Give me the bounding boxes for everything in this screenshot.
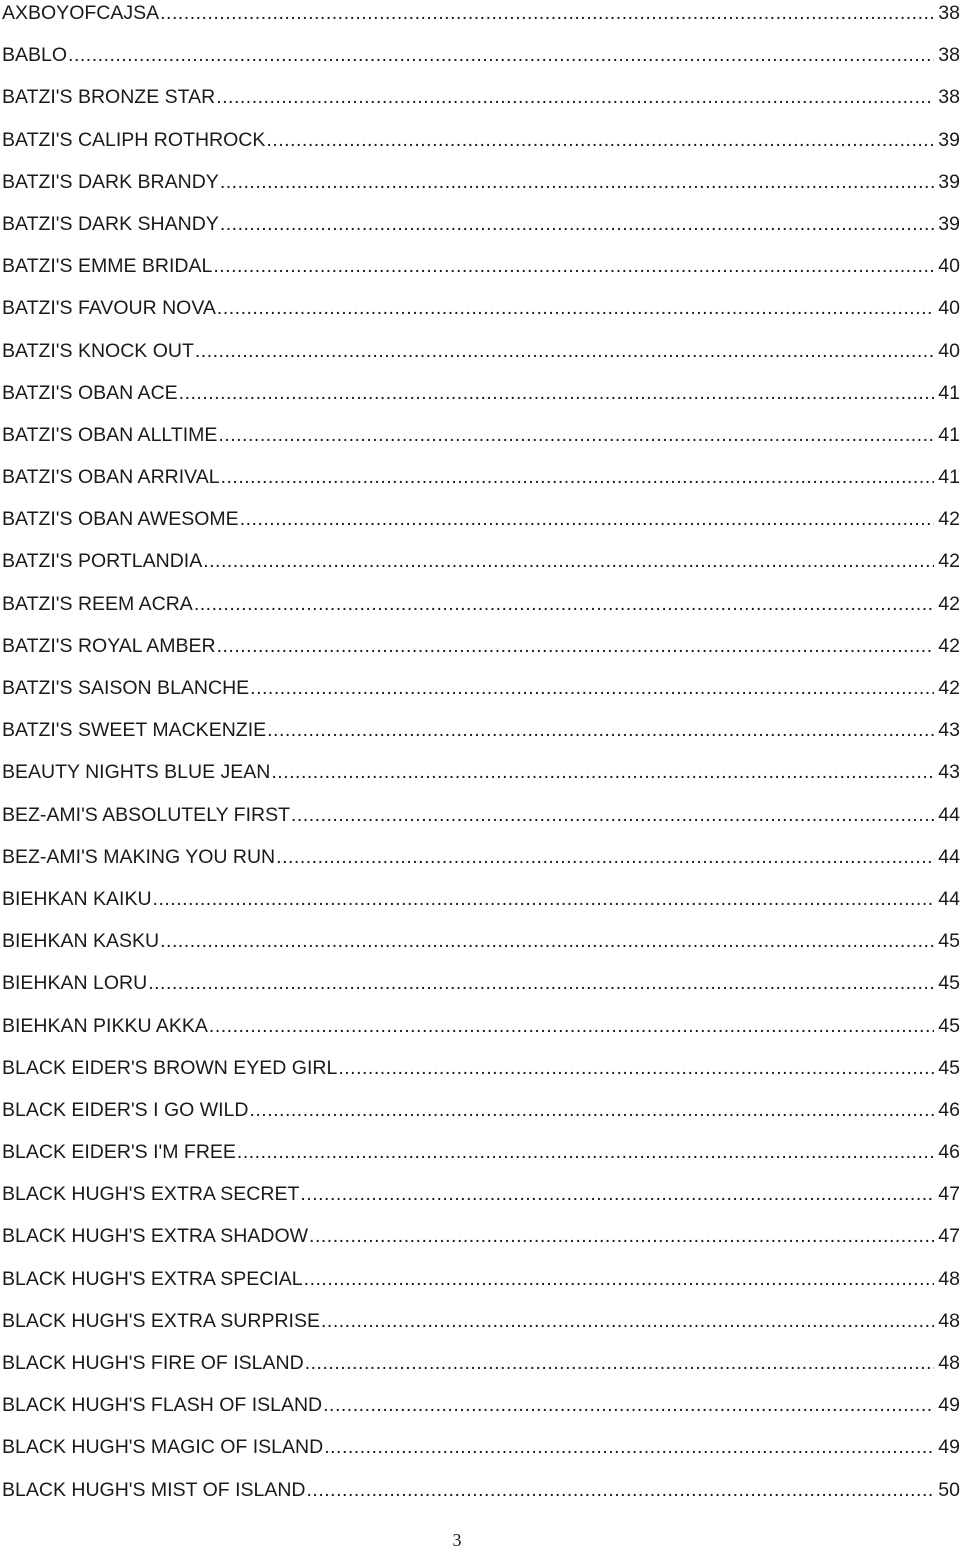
toc-dot-leader <box>309 1223 934 1249</box>
toc-entry-title: BLACK HUGH'S EXTRA SPECIAL <box>2 1267 303 1290</box>
toc-entry-title: BEZ-AMI'S ABSOLUTELY FIRST <box>2 803 290 826</box>
toc-entry[interactable] <box>2 0 960 42</box>
toc-entry-page: 47 <box>934 1181 960 1207</box>
toc-entry[interactable] <box>2 506 960 548</box>
toc-entry-page: 44 <box>934 844 960 870</box>
toc-entry-title: BATZI'S OBAN ARRIVAL <box>2 466 220 489</box>
toc-entry[interactable] <box>2 1097 960 1139</box>
toc-dot-leader <box>68 42 934 68</box>
toc-entry[interactable] <box>2 295 960 337</box>
toc-entry-page: 49 <box>934 1434 960 1460</box>
toc-entry-title: BIEHKAN PIKKU AKKA <box>2 1014 208 1037</box>
toc-dot-leader <box>276 844 934 870</box>
toc-entry-page: 48 <box>934 1308 960 1334</box>
toc-entry[interactable] <box>2 759 960 801</box>
toc-entry[interactable] <box>2 591 960 633</box>
toc-entry[interactable] <box>2 42 960 84</box>
toc-entry[interactable] <box>2 211 960 253</box>
toc-dot-leader <box>321 1308 934 1334</box>
toc-dot-leader <box>250 675 934 701</box>
toc-entry-title: BATZI'S DARK SHANDY <box>2 212 219 235</box>
toc-dot-leader <box>195 338 934 364</box>
toc-entry[interactable] <box>2 886 960 928</box>
toc-dot-leader <box>267 717 934 743</box>
toc-entry-page: 48 <box>934 1350 960 1376</box>
toc-entry[interactable] <box>2 548 960 590</box>
toc-dot-leader <box>179 380 935 406</box>
toc-dot-leader <box>304 1266 935 1292</box>
toc-entry[interactable] <box>2 675 960 717</box>
toc-dot-leader <box>307 1477 935 1503</box>
toc-entry-title: BATZI'S OBAN ALLTIME <box>2 423 218 446</box>
toc-entry-page: 40 <box>934 253 960 279</box>
toc-entry-page: 38 <box>934 0 960 26</box>
page-number: 3 <box>452 1530 462 1550</box>
toc-entry-page: 45 <box>934 928 960 954</box>
toc-entry-page: 42 <box>934 591 960 617</box>
toc-entry[interactable] <box>2 169 960 211</box>
toc-dot-leader <box>220 211 934 237</box>
toc-entry[interactable] <box>2 422 960 464</box>
toc-entry[interactable] <box>2 1308 960 1350</box>
toc-entry-page: 42 <box>934 633 960 659</box>
toc-entry-title: BIEHKAN KASKU <box>2 930 160 953</box>
toc-dot-leader <box>220 169 934 195</box>
toc-entry-page: 46 <box>934 1097 960 1123</box>
toc-entry-page: 42 <box>934 506 960 532</box>
toc-entry-page: 41 <box>934 380 960 406</box>
toc-entry[interactable] <box>2 1477 960 1519</box>
toc-entry-page: 41 <box>934 422 960 448</box>
toc-entry-page: 50 <box>934 1477 960 1503</box>
toc-entry-page: 38 <box>934 42 960 68</box>
toc-entry-title: BATZI'S SAISON BLANCHE <box>2 677 250 699</box>
toc-entry[interactable] <box>2 1392 960 1434</box>
toc-entry-page: 45 <box>934 970 960 996</box>
toc-entry-title: BATZI'S KNOCK OUT <box>2 339 194 362</box>
toc-dot-leader <box>203 548 934 574</box>
toc-entry[interactable] <box>2 338 960 380</box>
table-of-contents <box>2 0 960 1519</box>
toc-dot-leader <box>249 1097 934 1123</box>
toc-entry-title: BLACK HUGH'S MAGIC OF ISLAND <box>2 1436 324 1459</box>
toc-entry[interactable] <box>2 970 960 1012</box>
toc-entry[interactable] <box>2 1223 960 1265</box>
toc-entry-title: BATZI'S SWEET MACKENZIE <box>2 719 267 742</box>
toc-entry[interactable] <box>2 1434 960 1476</box>
toc-dot-leader <box>153 886 935 912</box>
toc-entry-page: 41 <box>934 464 960 490</box>
toc-entry-title: BIEHKAN LORU <box>2 972 148 995</box>
toc-entry-title: BEAUTY NIGHTS BLUE JEAN <box>2 761 271 784</box>
toc-entry-title: BATZI'S OBAN ACE <box>2 381 178 404</box>
toc-entry-title: BLACK EIDER'S I'M FREE <box>2 1141 236 1164</box>
toc-entry-title: BATZI'S EMME BRIDAL <box>2 255 213 278</box>
toc-entry-title: BLACK HUGH'S FLASH OF ISLAND <box>2 1394 323 1417</box>
toc-dot-leader <box>218 422 934 448</box>
toc-entry[interactable] <box>2 802 960 844</box>
toc-entry-title: BATZI'S DARK BRANDY <box>2 170 219 193</box>
toc-entry-page: 46 <box>934 1139 960 1165</box>
toc-entry-title: BLACK HUGH'S EXTRA SURPRISE <box>2 1309 320 1332</box>
toc-entry[interactable] <box>2 633 960 675</box>
toc-entry-page: 48 <box>934 1266 960 1292</box>
toc-entry-title: BATZI'S ROYAL AMBER <box>2 634 216 657</box>
toc-entry-page: 44 <box>934 802 960 828</box>
toc-entry-title: BLACK HUGH'S EXTRA SECRET <box>2 1183 300 1206</box>
toc-entry-title: BABLO <box>2 44 68 67</box>
toc-entry-title: BATZI'S OBAN AWESOME <box>2 508 239 531</box>
toc-dot-leader <box>160 0 934 26</box>
toc-entry-title: BLACK HUGH'S FIRE OF ISLAND <box>2 1352 304 1374</box>
toc-entry-page: 49 <box>934 1392 960 1418</box>
toc-entry[interactable] <box>2 1139 960 1181</box>
toc-entry[interactable] <box>2 84 960 126</box>
toc-entry[interactable] <box>2 253 960 295</box>
toc-entry-page: 39 <box>934 169 960 195</box>
toc-entry[interactable] <box>2 928 960 970</box>
toc-entry[interactable] <box>2 380 960 422</box>
toc-entry-title: BATZI'S CALIPH ROTHROCK <box>2 128 266 151</box>
toc-entry-page: 42 <box>934 548 960 574</box>
toc-entry[interactable] <box>2 1266 960 1308</box>
toc-entry-page: 40 <box>934 295 960 321</box>
toc-dot-leader <box>324 1434 934 1460</box>
toc-dot-leader <box>194 591 934 617</box>
toc-entry-title: BATZI'S PORTLANDIA <box>2 550 203 573</box>
toc-entry-page: 43 <box>934 717 960 743</box>
toc-entry[interactable] <box>2 464 960 506</box>
toc-dot-leader <box>216 84 934 110</box>
toc-entry-title: BEZ-AMI'S MAKING YOU RUN <box>2 845 276 868</box>
toc-entry-page: 38 <box>934 84 960 110</box>
toc-entry-title: BATZI'S REEM ACRA <box>2 592 193 615</box>
toc-entry[interactable] <box>2 1181 960 1223</box>
toc-entry-title: BATZI'S BRONZE STAR <box>2 86 216 109</box>
toc-dot-leader <box>237 1139 934 1165</box>
toc-entry-page: 43 <box>934 759 960 785</box>
toc-entry-page: 45 <box>934 1055 960 1081</box>
toc-dot-leader <box>291 802 934 828</box>
toc-dot-leader <box>160 928 934 954</box>
toc-entry-page: 42 <box>934 675 960 701</box>
toc-entry-title: BLACK EIDER'S BROWN EYED GIRL <box>2 1056 338 1079</box>
toc-entry[interactable] <box>2 844 960 886</box>
toc-entry-title: BLACK EIDER'S I GO WILD <box>2 1098 249 1121</box>
toc-dot-leader <box>209 1013 934 1039</box>
toc-entry-page: 40 <box>934 338 960 364</box>
toc-entry-page: 45 <box>934 1013 960 1039</box>
toc-entry[interactable] <box>2 127 960 169</box>
toc-entry-title: BIEHKAN KAIKU <box>2 887 152 910</box>
toc-dot-leader <box>221 464 935 490</box>
toc-entry-page: 44 <box>934 886 960 912</box>
toc-entry-title: AXBOYOFCAJSA <box>2 2 160 24</box>
toc-entry-title: BATZI'S FAVOUR NOVA <box>2 297 216 320</box>
toc-dot-leader <box>271 759 934 785</box>
toc-entry[interactable] <box>2 1055 960 1097</box>
toc-entry-title: BLACK HUGH'S MIST OF ISLAND <box>2 1478 306 1501</box>
toc-dot-leader <box>217 633 935 659</box>
toc-entry[interactable] <box>2 1013 960 1055</box>
toc-dot-leader <box>305 1350 935 1376</box>
toc-dot-leader <box>338 1055 934 1081</box>
toc-entry-page: 39 <box>934 127 960 153</box>
toc-entry[interactable] <box>2 717 960 759</box>
toc-entry-title: BLACK HUGH'S EXTRA SHADOW <box>2 1225 309 1248</box>
toc-entry[interactable] <box>2 1350 960 1392</box>
toc-dot-leader <box>148 970 934 996</box>
toc-dot-leader <box>217 295 934 321</box>
toc-dot-leader <box>266 127 934 153</box>
toc-dot-leader <box>300 1181 934 1207</box>
toc-dot-leader <box>213 253 934 279</box>
toc-dot-leader <box>323 1392 934 1418</box>
toc-entry-page: 39 <box>934 211 960 237</box>
toc-entry-page: 47 <box>934 1223 960 1249</box>
toc-dot-leader <box>240 506 935 532</box>
